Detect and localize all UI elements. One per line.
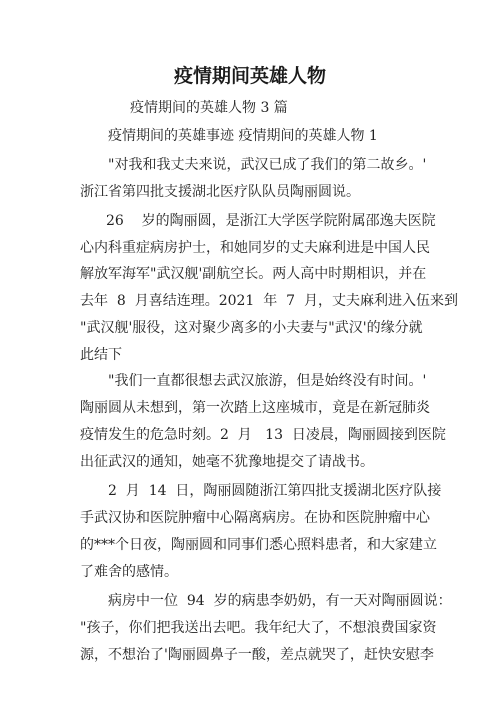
paragraph-line: 出征武汉的通知，她毫不犹豫地提交了请战书。 [80, 454, 374, 470]
paragraph-line: 病房中一位 94 岁的病患李奶奶，有一天对陶丽圆说： [108, 593, 452, 609]
paragraph-line: 浙江省第四批支援湖北医疗队队员陶丽圆说。 [80, 184, 360, 200]
paragraph-line: 源，不想治了'陶丽圆鼻子一酸，差点就哭了，赶快安慰李 [80, 647, 434, 663]
document-title: 疫情期间英雄人物 [173, 65, 326, 87]
paragraph-line: 2 月 14 日，陶丽圆随浙江第四批支援湖北医疗队接 [108, 483, 442, 499]
paragraph-line: 的***个日夜，陶丽圆和同事们悉心照料患者，和大家建立 [80, 537, 437, 553]
paragraph-line: 了难舍的感情。 [80, 564, 178, 580]
paragraph-line: 26 岁的陶丽圆，是浙江大学医学院附属邵逸夫医院 [106, 213, 436, 229]
paragraph-line: "对我和我丈夫来说，武汉已成了我们的第二故乡。' [108, 157, 427, 173]
paragraph-line: 此结下 [80, 347, 122, 363]
paragraph-line: 手武汉协和医院肿瘤中心隔离病房。在协和医院肿瘤中心 [80, 510, 430, 526]
paragraph-line: 解放军海军"武汉舰'副航空长。两人高中时期相识，并在 [80, 266, 427, 282]
subtitle-line: 疫情期间的英雄人物 3 篇 [130, 100, 288, 116]
section-heading-line: 疫情期间的英雄事迹 疫情期间的英雄人物 1 [108, 128, 378, 144]
paragraph-line: "武汉舰'服役，这对聚少离多的小夫妻与"武汉'的缘分就 [80, 320, 423, 336]
paragraph-line: "我们一直都很想去武汉旅游，但是始终没有时间。' [108, 373, 427, 389]
paragraph-line: 陶丽圆从未想到，第一次踏上这座城市，竟是在新冠肺炎 [80, 400, 430, 416]
paragraph-line: 心内科重症病房护士，和她同岁的丈夫麻利进是中国人民 [80, 240, 430, 256]
paragraph-line: "孩子，你们把我送出去吧。我年纪大了，不想浪费国家资 [80, 620, 437, 636]
paragraph-line: 去年 8 月喜结连理。2021 年 7 月，丈夫麻利进入伍来到 [80, 293, 458, 309]
paragraph-line: 疫情发生的危急时刻。2 月 13 日凌晨，陶丽圆接到医院 [80, 427, 446, 443]
